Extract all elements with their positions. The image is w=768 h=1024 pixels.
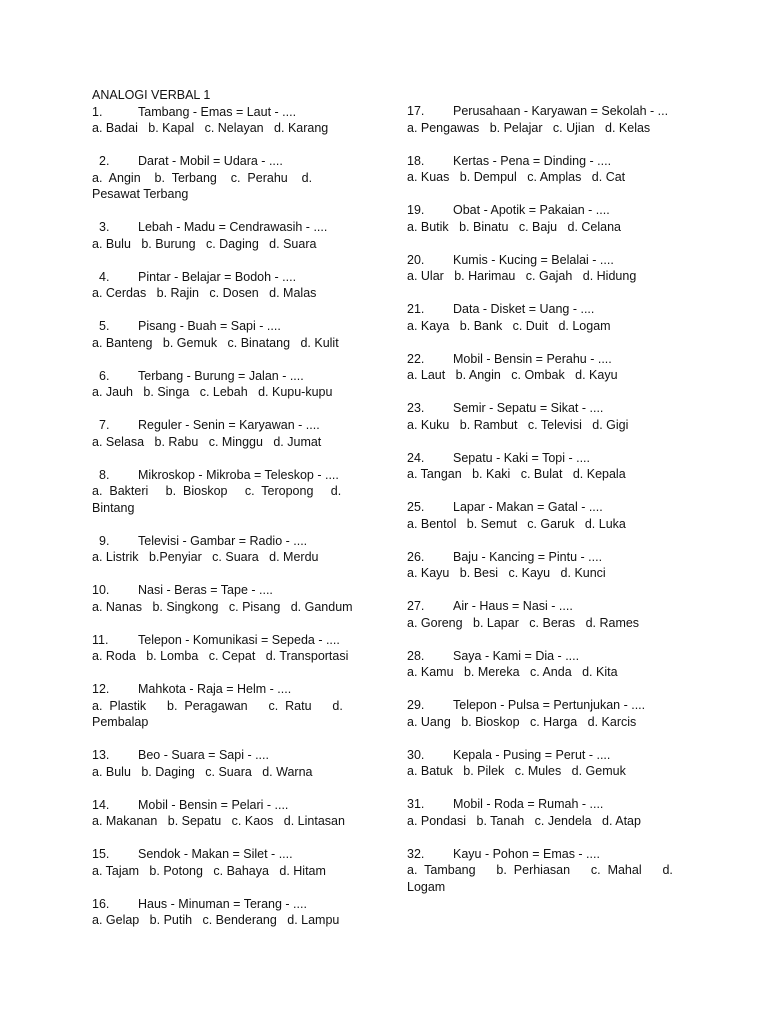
question-number: 8. <box>99 467 110 482</box>
answer-options: a. Kuku b. Rambut c. Televisi d. Gigi <box>407 417 629 432</box>
question-number: 1. <box>92 104 103 119</box>
question-line <box>92 104 364 121</box>
answer-options: a. Selasa b. Rabu c. Minggu d. Jumat <box>92 434 322 449</box>
question-line <box>407 103 675 120</box>
question-prompt: Mobil - Roda = Rumah - .... <box>453 797 604 811</box>
question-prompt: Air - Haus = Nasi - .... <box>453 599 573 613</box>
question-number: 10. <box>92 583 110 597</box>
question-number: 19. <box>407 203 425 217</box>
question-item <box>92 417 364 450</box>
question-line <box>407 351 675 368</box>
question-item <box>92 632 364 665</box>
question-line <box>92 797 364 814</box>
answer-options: a. Butik b. Binatu c. Baju d. Celana <box>407 219 622 234</box>
question-prompt: Nasi - Beras = Tape - .... <box>138 583 273 597</box>
question-item <box>407 549 675 582</box>
question-prompt: Semir - Sepatu = Sikat - .... <box>453 401 604 415</box>
answer-options: a. Makanan b. Sepatu c. Kaos d. Lintasan <box>92 814 345 828</box>
question-number: 15. <box>92 847 110 861</box>
question-item <box>92 747 364 780</box>
answer-options: a. Nanas b. Singkong c. Pisang d. Gandum <box>92 599 353 614</box>
question-line <box>92 219 364 236</box>
question-number: 11. <box>92 632 109 647</box>
question-number: 18. <box>407 153 425 168</box>
question-item <box>92 219 364 252</box>
question-number: 3. <box>99 220 110 234</box>
question-prompt: Pisang - Buah = Sapi - .... <box>138 319 281 333</box>
answer-options: a. Laut b. Angin c. Ombak d. Kayu <box>407 368 618 382</box>
question-number: 25. <box>407 500 425 514</box>
question-prompt: Kumis - Kucing = Belalai - .... <box>453 252 614 267</box>
question-item <box>92 533 364 566</box>
question-prompt: Telepon - Komunikasi = Sepeda - .... <box>138 632 340 647</box>
question-prompt: Beo - Suara = Sapi - .... <box>138 748 269 762</box>
question-prompt: Kayu - Pohon = Emas - .... <box>453 846 600 861</box>
question-item <box>407 103 675 136</box>
question-item <box>407 697 675 730</box>
question-prompt: Perusahaan - Karyawan = Sekolah - ... <box>453 104 669 118</box>
question-line <box>92 417 364 434</box>
question-line <box>92 269 364 286</box>
question-number: 13. <box>92 748 110 762</box>
question-number: 22. <box>407 351 425 366</box>
question-prompt: Mobil - Bensin = Pelari - .... <box>138 797 289 812</box>
question-item <box>407 846 675 896</box>
question-number: 20. <box>407 252 425 267</box>
worksheet-title: ANALOGI VERBAL 1 <box>92 88 211 102</box>
question-line <box>407 400 675 417</box>
question-prompt: Sendok - Makan = Silet - .... <box>138 847 293 861</box>
question-number: 2. <box>99 154 110 168</box>
answer-options: a. Banteng b. Gemuk c. Binatang d. Kulit <box>92 335 339 350</box>
answer-options: a. Pengawas b. Pelajar c. Ujian d. Kelas <box>407 120 651 135</box>
question-number: 26. <box>407 549 425 564</box>
question-prompt: Lebah - Madu = Cendrawasih - .... <box>138 220 328 234</box>
question-number: 14. <box>92 797 110 812</box>
question-item <box>92 104 364 137</box>
question-item <box>92 681 364 731</box>
question-number: 27. <box>407 599 425 613</box>
question-line <box>407 252 675 269</box>
question-item <box>407 499 675 532</box>
question-item <box>92 467 364 517</box>
question-number: 23. <box>407 401 425 415</box>
question-number: 16. <box>92 896 110 911</box>
answer-options: a. Ular b. Harimau c. Gajah d. Hidung <box>407 269 637 283</box>
question-item <box>407 301 675 334</box>
question-line <box>407 549 675 566</box>
answer-options: a. Pondasi b. Tanah c. Jendela d. Atap <box>407 813 641 828</box>
question-number: 9. <box>99 533 110 548</box>
answer-options: a. Angin b. Terbang c. Perahu d. Pesawat Terbang <box>92 170 319 201</box>
question-number: 17. <box>407 104 425 118</box>
question-line <box>407 846 675 863</box>
question-number: 21. <box>407 302 425 316</box>
question-item <box>92 269 364 302</box>
left-column <box>92 87 364 945</box>
question-number: 6. <box>99 368 110 383</box>
answer-options: a. Tajam b. Potong c. Bahaya d. Hitam <box>92 863 326 878</box>
question-prompt: Televisi - Gambar = Radio - .... <box>138 533 308 548</box>
question-prompt: Terbang - Burung = Jalan - .... <box>138 368 304 383</box>
answer-options: a. Cerdas b. Rajin c. Dosen d. Malas <box>92 286 317 300</box>
question-item <box>407 598 675 631</box>
question-line <box>92 681 364 698</box>
question-line <box>92 318 364 335</box>
question-number: 32. <box>407 846 425 861</box>
question-prompt: Darat - Mobil = Udara - .... <box>138 154 283 168</box>
question-prompt: Saya - Kami = Dia - .... <box>453 648 580 663</box>
question-prompt: Telepon - Pulsa = Pertunjukan - .... <box>453 698 646 712</box>
question-line <box>92 896 364 913</box>
question-item <box>92 582 364 615</box>
question-line <box>407 499 675 516</box>
question-prompt: Mikroskop - Mikroba = Teleskop - .... <box>138 467 339 482</box>
answer-options: a. Roda b. Lomba c. Cepat d. Transportasi <box>92 649 349 663</box>
question-number: 5. <box>99 319 110 333</box>
question-line <box>92 467 364 484</box>
answer-options: a. Batuk b. Pilek c. Mules d. Gemuk <box>407 764 626 778</box>
answer-options: a. Kamu b. Mereka c. Anda d. Kita <box>407 665 618 679</box>
question-item <box>92 318 364 351</box>
answer-options: a. Kaya b. Bank c. Duit d. Logam <box>407 318 611 333</box>
question-line <box>407 747 675 764</box>
answer-options: a. Bulu b. Daging c. Suara d. Warna <box>92 764 313 779</box>
question-item <box>92 846 364 879</box>
question-line <box>407 153 675 170</box>
question-number: 24. <box>407 450 425 465</box>
question-line <box>92 582 364 599</box>
question-line <box>92 846 364 863</box>
question-line <box>407 598 675 615</box>
question-prompt: Mobil - Bensin = Perahu - .... <box>453 351 612 366</box>
question-item <box>407 747 675 780</box>
question-item <box>407 153 675 186</box>
question-prompt: Obat - Apotik = Pakaian - .... <box>453 203 610 217</box>
question-line <box>407 648 675 665</box>
answer-options: a. Tangan b. Kaki c. Bulat d. Kepala <box>407 467 626 481</box>
question-line <box>407 450 675 467</box>
question-prompt: Lapar - Makan = Gatal - .... <box>453 500 603 514</box>
question-item <box>407 252 675 285</box>
question-prompt: Reguler - Senin = Karyawan - .... <box>138 418 320 432</box>
question-prompt: Mahkota - Raja = Helm - .... <box>138 682 292 696</box>
question-item <box>407 400 675 433</box>
question-line <box>407 796 675 813</box>
question-number: 12. <box>92 682 110 696</box>
answer-options: a. Kuas b. Dempul c. Amplas d. Cat <box>407 170 626 184</box>
question-line <box>92 632 364 649</box>
answer-options: a. Tambang b. Perhiasan c. Mahal d. Logam <box>407 863 677 894</box>
question-number: 7. <box>99 418 110 432</box>
question-number: 30. <box>407 747 425 762</box>
answer-options: a. Plastik b. Peragawan c. Ratu d. Pembalap <box>92 698 347 729</box>
answer-options: a. Badai b. Kapal c. Nelayan d. Karang <box>92 121 329 135</box>
question-item <box>407 450 675 483</box>
question-line <box>407 301 675 318</box>
question-item <box>92 896 364 929</box>
question-line <box>92 533 364 550</box>
question-prompt: Tambang - Emas = Laut - .... <box>138 104 297 119</box>
question-line <box>92 153 364 170</box>
answer-options: a. Bulu b. Burung c. Daging d. Suara <box>92 236 317 251</box>
answer-options: a. Gelap b. Putih c. Benderang d. Lampu <box>92 913 340 927</box>
question-number: 4. <box>99 269 110 284</box>
question-number: 29. <box>407 698 425 712</box>
question-item <box>92 368 364 401</box>
answer-options: a. Uang b. Bioskop c. Harga d. Karcis <box>407 714 637 729</box>
question-item <box>407 202 675 235</box>
question-item <box>407 796 675 829</box>
question-prompt: Kepala - Pusing = Perut - .... <box>453 747 611 762</box>
answer-options: a. Kayu b. Besi c. Kayu d. Kunci <box>407 566 606 580</box>
question-number: 31. <box>407 797 425 811</box>
answer-options: a. Bakteri b. Bioskop c. Teropong d. Bintang <box>92 484 345 515</box>
question-item <box>92 153 364 203</box>
answer-options: a. Jauh b. Singa c. Lebah d. Kupu-kupu <box>92 385 333 399</box>
question-prompt: Data - Disket = Uang - .... <box>453 302 595 316</box>
question-prompt: Kertas - Pena = Dinding - .... <box>453 153 612 168</box>
answer-options: a. Bentol b. Semut c. Garuk d. Luka <box>407 516 626 531</box>
question-prompt: Baju - Kancing = Pintu - .... <box>453 549 603 564</box>
answer-options: a. Listrik b.Penyiar c. Suara d. Merdu <box>92 550 319 564</box>
question-line <box>92 747 364 764</box>
question-number: 28. <box>407 648 425 663</box>
question-prompt: Sepatu - Kaki = Topi - .... <box>453 450 590 465</box>
question-line <box>92 368 364 385</box>
question-line <box>407 202 675 219</box>
question-prompt: Pintar - Belajar = Bodoh - .... <box>138 269 297 284</box>
question-item <box>407 351 675 384</box>
question-line <box>407 697 675 714</box>
question-item <box>92 797 364 830</box>
right-column <box>407 103 675 912</box>
answer-options: a. Goreng b. Lapar c. Beras d. Rames <box>407 615 640 630</box>
question-item <box>407 648 675 681</box>
question-prompt: Haus - Minuman = Terang - .... <box>138 896 307 911</box>
